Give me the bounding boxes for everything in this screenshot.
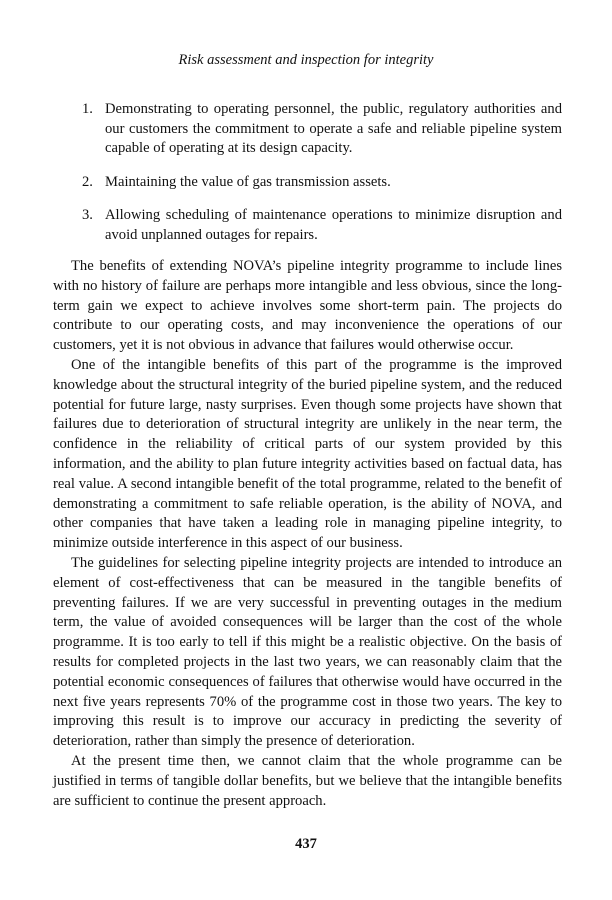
paragraph-intangible-benefits: One of the intangible benefits of this part of the programme is the improved knowledge about the structural integrity of the buried pipeline system, and the reduced potential for future large, nasty surprises. Even though some projects have shown that failures due to deterioration of structural integrity are unlikely in the near term, the confidence in the reliability of critical parts of our system provided by this information, and the ability to plan future integrity activities based on factual data, has real value. A second intangible benefit of the total programme, related to the benefit of demonstrating a commitment to safe reliable operation, is the ability of NOVA, and other companies that have taken a leading role in managing pipeline integrity, to minimize outside interference in this aspect of our business. [53,356,562,552]
list-item-number: 3. [82,207,93,223]
list-item [82,100,562,159]
list-item-number: 2. [82,173,93,190]
list-item-number: 1. [82,101,93,117]
body-text [53,257,562,811]
list-item-text: Maintaining the value of gas transmission assets. [105,173,391,190]
paragraph-conclusion: At the present time then, we cannot claim that the whole programme can be justified in terms of tangible dollar benefits, but we believe that the intangible benefits are sufficient to continue the present approach. [53,752,562,809]
list-item-text: Demonstrating to operating personnel, the public, regulatory authorities and our customers the commitment to operate a safe and reliable pipeline system capable of operating at its design capacity. [105,101,562,156]
list-item [82,206,562,245]
running-head: Risk assessment and inspection for integrity [178,52,434,68]
paragraph-guidelines: The guidelines for selecting pipeline integrity projects are intended to introduce an element of cost-effectiveness that can be measured in the tangible benefits of preventing failures. If we are very successful in preventing outages in the medium term, the value of avoided consequences will be larger than the cost of the whole programme. It is too early to tell if this might be a realistic objective. On the basis of results for completed projects in the last two years, we can reasonably claim that the potential economic consequences of failures that otherwise would have occurred in the next five years represents 70% of the programme cost in those two years. The key to improving this result is to improve our accuracy in predicting the severity of deterioration, rather than simply the presence of deterioration. [53,554,562,750]
page-number: 437 [295,836,317,852]
list-item [82,173,562,193]
paragraph-benefits: The benefits of extending NOVA’s pipeline integrity programme to include lines with no history of failure are perhaps more intangible and less obvious, since the long-term gain we expect to achieve involves some short-term pain. The projects do contribute to our operating costs, and may inconvenience the operations of our customers, yet it is not obvious in advance that failures would otherwise occur. [53,258,562,354]
list-item-text: Allowing scheduling of maintenance operations to minimize disruption and avoid unplanned outages for repairs. [105,207,562,243]
numbered-list [82,100,562,259]
